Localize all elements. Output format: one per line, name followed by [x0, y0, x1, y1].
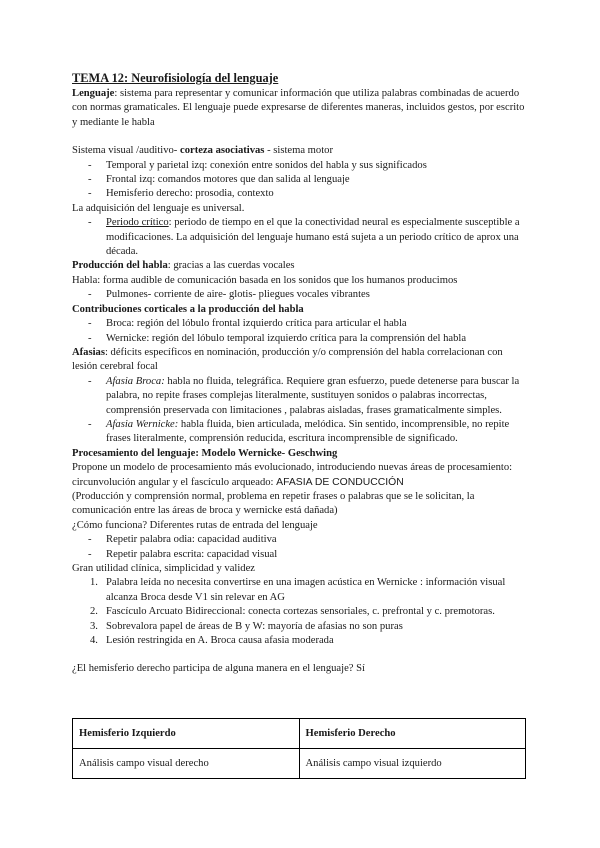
table-header-cell: Hemisferio Izquierdo [73, 719, 300, 749]
list-item: - Repetir palabra odia: capacidad auditiva [72, 533, 530, 547]
periodo-critico-def: : periodo de tiempo en el que la conectividad neural es especialmente susceptible a modificaciones. La adquisición del lenguaje humano está sujeta a un periodo crítico de aprox una década. [106, 217, 520, 258]
critica-text: Lesión restringida en A. Broca causa afasia moderada [106, 635, 334, 647]
lenguaje-def: : sistema para representar y comunicar información que utiliza palabras combinadas de acuerdo con normas gramaticales. El lenguaje puede expresarse de diferentes maneras, incluidos gestos, por escrito y mediante le habla [72, 88, 525, 128]
list-item: - Broca: región del lóbulo frontal izquierdo crítica para articular el habla [72, 317, 530, 331]
afasias-list [72, 375, 530, 447]
produccion-line [72, 259, 530, 273]
list-item: 2. Fascículo Arcuato Bidireccional: conecta cortezas sensoriales, c. prefrontal y c. premotoras. [90, 606, 495, 618]
document-body [72, 70, 530, 677]
critica-text: Sobrevalora papel de áreas de B y W: mayoría de afasias no son puras [106, 620, 403, 632]
document-title: TEMA 12: Neurofisiología del lenguaje [72, 71, 279, 85]
critica-list [72, 576, 530, 648]
table-cell: Análisis campo visual izquierdo [299, 749, 526, 779]
afasia-conduccion: AFASIA DE CONDUCCIÓN [276, 476, 404, 488]
list-item: - Hemisferio derecho: prosodia, contexto [72, 187, 530, 201]
afasia-conduccion-desc: (Producción y comprensión normal, problema en repetir frases o palabras que se le solicitan, la comunicación entre las áreas de broca y wernicke está dañada) [72, 490, 475, 517]
list-item: 4. Lesión restringida en A. Broca causa afasia moderada [90, 635, 334, 647]
sistema-list [72, 159, 530, 202]
afasias-def: : déficits específicos en nominación, producción y/o comprensión del habla correlacionan con lesión cerebral focal [72, 346, 503, 373]
table-cell: Análisis campo visual derecho [73, 749, 300, 779]
list-item: 3. Sobrevalora papel de áreas de B y W: mayoría de afasias no son puras [90, 620, 403, 632]
periodo-critico-term: Periodo crítico [106, 217, 169, 229]
habla-line: Habla: forma audible de comunicación basada en los sonidos que los humanos producimos [72, 274, 458, 286]
sistema-bold: corteza asociativas [180, 145, 265, 157]
adquisicion-text: La adquisición del lenguaje es universal. [72, 202, 245, 214]
procesamiento-intro [72, 461, 530, 490]
list-item [72, 375, 530, 418]
critica-text: Palabra leída no necesita convertirse en una imagen acústica en Wernicke : información visual alcanza Broca desde V1 sin relevar en AG [106, 577, 506, 603]
como-funciona: ¿Cómo funciona? Diferentes rutas de entrada del lenguaje [72, 519, 318, 531]
table-header-cell: Hemisferio Derecho [299, 719, 526, 749]
sistema-pre: Sistema visual /auditivo- [72, 145, 180, 157]
list-item [72, 216, 530, 259]
sistema-post: - sistema motor [264, 145, 333, 157]
list-item: - Frontal izq: comandos motores que dan salida al lenguaje [72, 173, 530, 187]
procesamiento-heading-text: Procesamiento del lenguaje: Modelo Wernicke- Geschwing [72, 447, 338, 459]
contribuciones-list [72, 317, 530, 346]
adquisicion-list [72, 216, 530, 259]
contribuciones-heading-text: Contribuciones corticales a la producción del habla [72, 303, 304, 315]
afasia-wernicke-term: Afasia Wernicke: [106, 418, 179, 430]
rutas-list [72, 533, 530, 562]
list-item: - Repetir palabra escrita: capacidad visual [72, 548, 530, 562]
table-row [73, 749, 526, 779]
afasias-term: Afasias [72, 346, 105, 358]
lenguaje-definition [72, 87, 530, 130]
afasia-broca-def: habla no fluida, telegráfica. Requiere gran esfuerzo, puede detenerse para buscar la palabra, no repite frases complejas literalmente, sustituyen sonidos o palabras incorrectas, comprensión preservada con limitaciones , palabras aisladas, frases gramaticalmente simples. [106, 375, 520, 416]
sistema-line [72, 144, 530, 158]
list-item: 1. Palabra leída no necesita convertirse en una imagen acústica en Wernicke : información visual alcanza Broca desde V1 sin relevar en AG [90, 577, 506, 603]
list-item: - Wernicke: región del lóbulo temporal izquierdo crítica para la comprensión del habla [72, 332, 530, 346]
critica-text: Fascículo Arcuato Bidireccional: conecta cortezas sensoriales, c. prefrontal y c. premotoras. [106, 606, 495, 618]
list-item: - Temporal y parietal izq: conexión entre sonidos del habla y sus significados [72, 159, 530, 173]
procesamiento-intro-text: Propone un modelo de procesamiento más evolucionado, introduciendo nuevas áreas de procesamiento: circunvolución angular y el fascículo arqueado: [72, 462, 513, 488]
afasia-wernicke-def: habla fluida, bien articulada, melódica. Sin sentido, incomprensible, no repite frases literalmente, comprensión reducida, escritura incomprensible de significado. [106, 418, 510, 445]
utilidad-line: Gran utilidad clínica, simplicidad y validez [72, 563, 255, 574]
table-header-row [73, 719, 526, 749]
list-item: - Pulmones- corriente de aire- glotis- pliegues vocales vibrantes [72, 288, 530, 302]
produccion-term: Producción del habla [72, 260, 168, 272]
afasia-broca-term: Afasia Broca: [106, 375, 165, 387]
hemisferio-table [72, 718, 526, 779]
produccion-list [72, 288, 530, 302]
lenguaje-term: Lenguaje [72, 88, 115, 99]
contribuciones-heading [72, 303, 530, 317]
list-item [72, 418, 530, 447]
procesamiento-heading [72, 447, 530, 461]
hemisferio-pregunta: ¿El hemisferio derecho participa de alguna manera en el lenguaje? Sí [72, 663, 365, 675]
produccion-def: : gracias a las cuerdas vocales [167, 260, 295, 272]
afasias-line [72, 346, 530, 375]
